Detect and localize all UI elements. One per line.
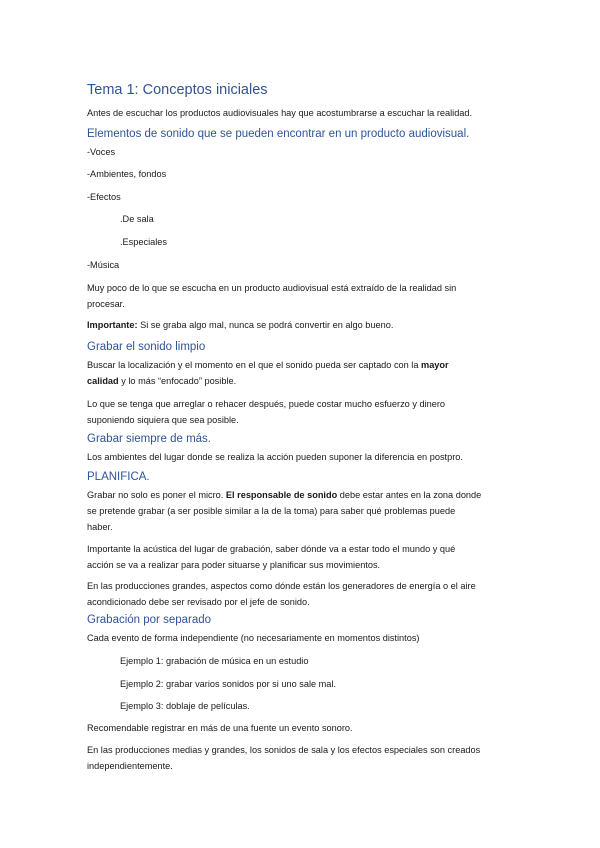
heading-planifica: PLANIFICA. [87,471,150,483]
list-item-voces: -Voces [87,147,116,157]
paragraph-grabar-line2: se pretende grabar (a ser posible similar a la de la toma) para saber qué problemas puede [87,506,456,516]
paragraph-grabar-line3: haber. [87,522,113,532]
paragraph-acustica-line1: Importante la acústica del lugar de grabación, saber dónde va a estar todo el mundo y qué [87,544,456,554]
paragraph-buscar-line1 [87,357,449,373]
heading-separado: Grabación por separado [87,614,212,626]
paragraph-ambientes: Los ambientes del lugar donde se realiza la acción pueden suponer la diferencia en postpro. [87,452,463,462]
grabar-text-c: debe estar antes en la zona donde [337,490,482,500]
example-2: Ejemplo 2: grabar varios sonidos por si uno sale mal. [120,679,337,689]
importante-text: Si se graba algo mal, nunca se podrá convertir en algo bueno. [137,320,394,330]
page-title: Tema 1: Conceptos iniciales [87,82,268,98]
paragraph-medias-line2: independientemente. [87,761,173,771]
list-subitem-de-sala: .De sala [120,214,154,224]
grabar-text-a: Grabar no solo es poner el micro. [87,490,226,500]
paragraph-cada: Cada evento de forma independiente (no necesariamente en momentos distintos) [87,633,420,643]
paragraph-arreglar-line1: Lo que se tenga que arreglar o rehacer después, puede costar mucho esfuerzo y dinero [87,399,446,409]
paragraph-medias-line1: En las producciones medias y grandes, los sonidos de sala y los efectos especiales son creados [87,745,481,755]
paragraph-importante [87,317,393,333]
list-item-ambientes: -Ambientes, fondos [87,169,167,179]
buscar-bold-calidad: calidad [87,376,119,386]
paragraph-buscar-line2 [87,373,236,389]
buscar-bold-mayor: mayor [421,360,449,370]
paragraph-producciones-line2: acondicionado debe ser revisado por el jefe de sonido. [87,597,310,607]
heading-elementos: Elementos de sonido que se pueden encontrar en un producto audiovisual. [87,128,470,140]
list-subitem-especiales: .Especiales [120,237,167,247]
intro-paragraph: Antes de escuchar los productos audiovisuales hay que acostumbrarse a escuchar la realidad. [87,108,473,118]
grabar-bold-responsable: El responsable de sonido [225,490,338,500]
list-item-musica: -Música [87,260,120,270]
buscar-text-a: Buscar la localización y el momento en el que el sonido pueda ser captado con la [87,360,422,370]
example-1: Ejemplo 1: grabación de música en un estudio [120,656,309,666]
heading-limpio: Grabar el sonido limpio [87,341,206,353]
importante-label: Importante: [87,320,138,330]
example-3: Ejemplo 3: doblaje de películas. [120,701,250,711]
paragraph-arreglar-line2: suponiendo siquiera que sea posible. [87,415,239,425]
paragraph-producciones-line1: En las producciones grandes, aspectos como dónde están los generadores de energía o el aire [87,581,476,591]
heading-demas: Grabar siempre de más. [87,433,211,445]
list-item-efectos: -Efectos [87,192,121,202]
paragraph-recomendable: Recomendable registrar en más de una fuente un evento sonoro. [87,723,353,733]
paragraph-muypoco-line1: Muy poco de lo que se escucha en un producto audiovisual está extraído de la realidad sin [87,283,457,293]
paragraph-acustica-line2: acción se va a realizar para poder situarse y planificar sus movimientos. [87,560,381,570]
paragraph-muypoco-line2: procesar. [87,299,125,309]
paragraph-grabar-line1 [87,487,481,503]
buscar-text-b: y lo más “enfocado” posible. [118,376,237,386]
